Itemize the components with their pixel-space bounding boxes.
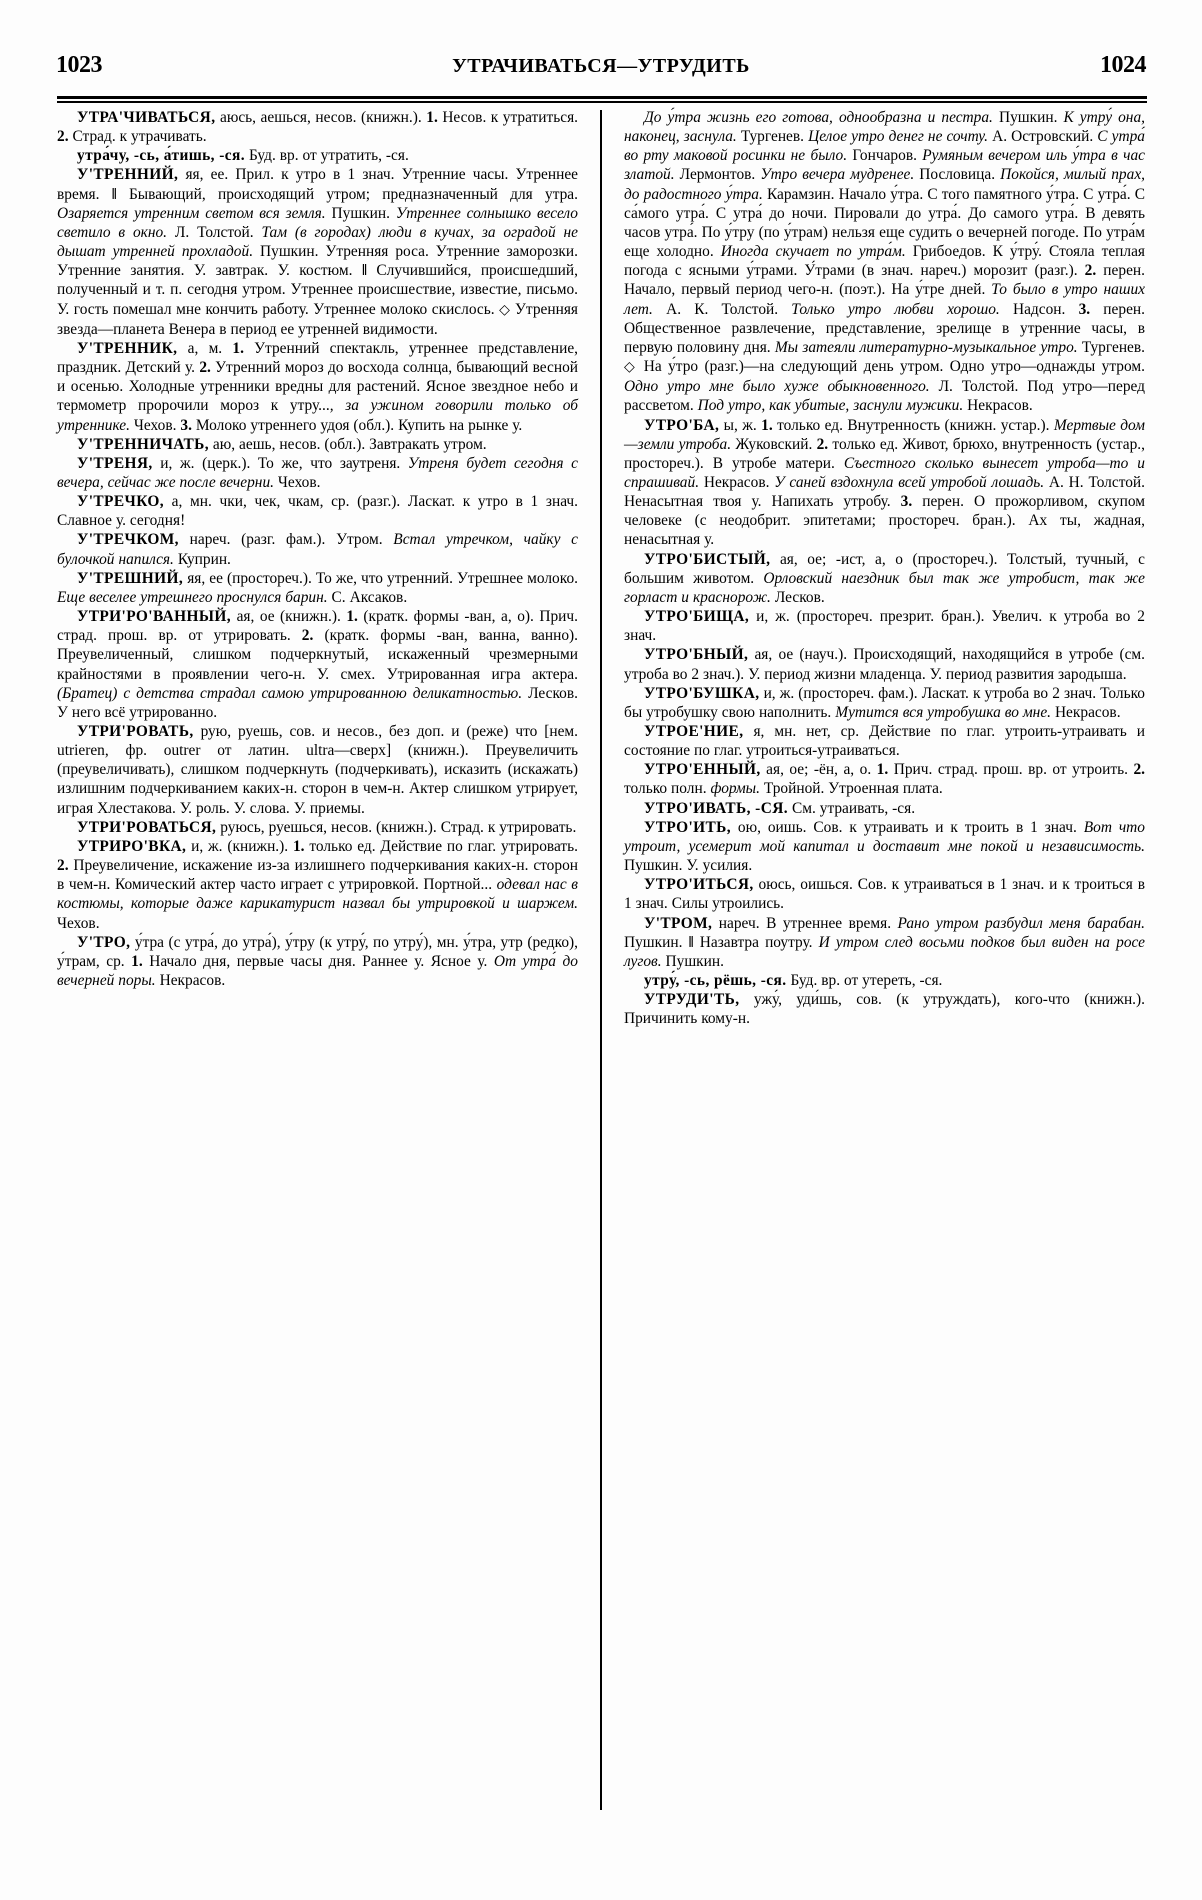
entry-body: ою, оишь. Сов. к утраивать и к троить в 1 знач. Вот что утроит, усемерит мой капитал и доставит мне покой и независимость. Пушкин. У. усилия. [624,818,1145,875]
entry-body: ая, ое; -ист, а, о (простореч.). Толстый, тучный, с большим животом. Орловский наездник был так же утробист, так же горласт и краснорож. Лесков. [624,550,1145,606]
column-right [612,108,1145,1838]
dictionary-entry [624,971,1145,990]
entry-headword: УТРО'БА, [644,416,720,434]
dictionary-entry [57,435,578,454]
running-head [56,52,1146,86]
entry-body: яя, ее (простореч.). То же, что утренний. Утрешнее молоко. Еще веселее утрешнего проснулся барин. С. Аксаков. [57,569,578,606]
entry-headword: УТРИ'РО'ВАННЫЙ, [77,608,232,626]
running-title: УТРАЧИВАТЬСЯ—УТРУДИТЬ [452,55,750,77]
entry-body: и, ж. (книжн.). 1. только ед. Действие по глаг. утрировать. 2. Преувеличение, искажение из-за излишнего подчеркивания каких-н. сторон в чем-н. Комический актер часто играет с утрировкой. Портной... одевал нас в костюмы, которые даже карикатурист назвал бы утрировкой и шаржем. Чехов. [57,837,578,932]
dictionary-entry [624,760,1145,798]
entry-headword: У'ТРЕННИЧАТЬ, [77,435,209,453]
dictionary-entry [624,818,1145,875]
dictionary-entry [624,550,1145,607]
entry-headword: У'ТРЕШНИЙ, [77,569,184,587]
column-left [57,108,590,1838]
entry-body: нареч. (разг. фам.). Утром. Встал утречком, чайку с булочкой напился. Куприн. [57,531,578,568]
dictionary-entry [57,607,578,722]
dictionary-entry [57,108,578,146]
dictionary-entry [624,645,1145,683]
folio-right: 1024 [1100,52,1146,78]
entry-headword: УТРИ'РОВАТЬ, [77,723,194,740]
dictionary-entry [624,914,1145,971]
entry-headword: У'ТРО, [77,933,131,951]
entry-headword: УТРО'ЕННЫЙ, [644,761,761,779]
dictionary-entry [57,530,578,568]
entry-headword: утру́, -сь, рёшь, -ся. [644,972,787,990]
dictionary-entry [57,454,578,492]
dictionary-entry [624,416,1145,550]
entry-body: ая, ое (книжн.). 1. (кратк. формы -ван, а, о). Прич. страд. прош. вр. от утрировать. 2. (кратк. формы -ван, ванна, ванно). Преувеличенный, слишком подчеркнутый, искаженный чрезмерными крайностями в проявлении чего-н. У. смех. Утрированная игра актера. (Братец) с детства страдал самою утрированною деликатностью. Лесков. У него всё утрированно. [57,608,579,721]
entry-headword: УТРИ'РОВАТЬСЯ, [77,818,217,836]
entry-headword: У'ТРЕННИЙ, [77,166,179,184]
dictionary-entry [624,684,1145,722]
dictionary-entry [57,837,578,933]
entry-body: См. утраивать, -ся. [791,799,916,817]
dictionary-entry [57,339,578,435]
entry-body: Буд. вр. от утратить, -ся. [248,147,409,165]
entry-body: а, мн. чки, чек, чкам, ср. (разг.). Ласкат. к утро в 1 знач. Славное у. сегодня! [57,493,578,530]
entry-headword: утра́чу, -сь, а́тишь, -ся. [77,147,245,165]
entry-headword: УТРО'БУШКА, [644,684,760,702]
entry-body: и, ж. (простореч. презрит. бран.). Увелич. к утроба во 2 знач. [624,608,1145,645]
dictionary-entry [624,990,1145,1028]
dictionary-entry [624,607,1145,645]
entry-body: ужу́, уди́шь, сов. (к утруждать), кого-что (книжн.). Причинить кому-н. [624,991,1145,1028]
dictionary-entry [57,818,578,837]
entry-headword: У'ТРЕЧКО, [77,493,164,511]
entry-headword: УТРА'ЧИВАТЬСЯ, [77,109,216,126]
entry-body: Буд. вр. от утереть, -ся. [790,972,943,990]
entry-headword: УТРО'БИЩА, [644,608,750,626]
dictionary-entry [57,569,578,607]
entry-body: и, ж. (простореч. фам.). Ласкат. к утроба во 2 знач. Только бы утробушку свою наполнить. Мутится вся утробушка во мне. Некрасов. [624,684,1145,721]
entry-headword: УТРО'БНЫЙ, [644,646,749,664]
dictionary-entry [57,933,578,990]
entry-body: руюсь, руешься, несов. (книжн.). Страд. к утрировать. [220,818,577,836]
entry-headword: У'ТРЕНЯ, [77,454,153,472]
dictionary-entry [624,875,1145,913]
entry-body: и, ж. (церк.). То же, что заутреня. Утреня будет сегодня с вечера, сейчас же после вечерни. Чехов. [57,454,579,491]
dictionary-entry [57,722,578,818]
entry-body: нареч. В утреннее время. Рано утром разбудил меня барабан. Пушкин. ‖ Назавтра поутру. И утром след восьми подков был виден на росе лугов. Пушкин. [624,914,1146,970]
entry-body: До у́тра жизнь его готова, однообразна и пестра. Пушкин. К утру́ она, наконец, заснула. Тургенев. Целое утро денег не сочту. А. Островский. С утра́ во рту маковой росинки не было. Гончаров. Румяным вечером иль у́тра в час златой. Лермонтов. Утро вечера мудренее. Пословица. Покойся, милый прах, до радостного у́тра. Карамзин. Начало у́тра. С того памятного у́тра. С утра́. С са́мого утра́. С утра́ до ночи. Пировали до утра́. До самого утра́. В девять часов утра́. По у́тру (по у́трам) нельзя еще судить о вечерней погоде. По утра́м еще холодно. Иногда скучает по утра́м. Грибоедов. К у́тру́. Стояла теплая погода с ясными у́трами. У́трами (в знач. нареч.) морозит (разг.). 2. перен. Начало, первый период чего-н. (поэт.). На у́тре дней. То было в утро наших лет. А. К. Толстой. Только утро любви хорошо. Надсон. 3. перен. Общественное развлечение, представление, зрелище в утренние часы, в первую половину дня. Мы затеяли литературно-музыкальное утро. Тургенев. ◇ На у́тро (разг.)—на следующий день утром. Одно утро—однажды утром. Одно утро мне было хуже обыкновенного. Л. Толстой. Под утро—перед рассветом. Под утро, как убитые, заснули мужики. Некрасов. [624,109,1146,415]
entry-body: аю, аешь, несов. (обл.). Завтракать утром. [212,435,487,453]
dictionary-entry [57,146,578,165]
entry-headword: У'ТРОМ, [644,914,713,932]
column-divider [600,110,602,1810]
dictionary-entry [624,799,1145,818]
dictionary-entry [57,492,578,530]
entry-headword: У'ТРЕЧКОМ, [77,531,179,549]
entry-body: ая, ое (науч.). Происходящий, находящийся в утробе (см. утроба во 2 знач.). У. период жизни младенца. У. период развития зародыша. [624,646,1145,683]
entry-body: ая, ое; -ён, а, о. 1. Прич. страд. прош. вр. от утроить. 2. только полн. формы. Тройной. Утроенная плата. [624,761,1146,798]
dictionary-entry [624,108,1145,416]
rule-thin [57,101,1147,103]
entry-body: ы, ж. 1. только ед. Внутренность (книжн. устар.). Мертвые дом—земли утроба. Жуковский. 2. только ед. Живот, брюхо, внутренность (устар., простореч.). В утробе матери. Съестного сколько вынесет утроба—то и спрашивай. Некрасов. У саней вздохнула всей утробой лошадь. А. Н. Толстой. Ненасытная твоя у. Напихать утробу. 3. перен. О прожорливом, скупом человеке (с неодобрит. эпитетами; простореч. бран.). Ах ты, жадная, ненасытная у. [624,416,1146,549]
header-rule [57,96,1147,103]
entry-body: аюсь, аешься, несов. (книжн.). 1. Несов. к утратиться. 2. Страд. к утрачивать. [57,109,579,146]
entry-body: рую, руешь, сов. и несов., без доп. и (реже) что [нем. utrieren, фр. outrer от латин. ultra—сверх] (книжн.). Преувеличить (преувеличивать), слишком подчеркнуть (подчеркивать), исказить (искажать) излишним подчеркиванием каких-н. сторон в чем-н. Актер слишком утрирует, играя Хлестакова. У. роль. У. слова. У. приемы. [57,723,578,817]
entry-body: а, м. 1. Утренний спектакль, утреннее представление, праздник. Детский у. 2. Утренний мороз до восхода солнца, бывающий весной и осенью. Холодные утренники вредны для растений. Ясное звездное небо и термометр пророчили мороз к утру..., за ужином говорили только об утреннике. Чехов. 3. Молоко утреннего удоя (обл.). Купить на рынке у. [57,339,579,434]
folio-left: 1023 [56,52,102,78]
entry-body: яя, ее. Прил. к утро в 1 знач. Утренние часы. Утреннее время. ‖ Бывающий, происходящий утром; предназначенный для утра. Озаряется утренним светом вся земля. Пушкин. Утреннее солнышко весело светило в окно. Л. Толстой. Там (в городах) люди в кучах, за оградой не дышат утренней прохладой. Пушкин. Утренняя роса. Утренние заморозки. Утренние занятия. У. завтрак. У. костюм. ‖ Случившийся, происшедший, полученный и т. п. сегодня утром. Утреннее происшествие, известие, письмо. У. гость помешал мне кончить работу. Утреннее молоко скислось. ◇ Утренняя звезда—планета Венера в период ее утренней видимости. [57,166,578,338]
entry-body: у́тра (с утра́, до утра́), у́тру (к утру́, по утру́), мн. у́тра, утр (редко), у́трам, ср. 1. Начало дня, первые часы дня. Раннее у. Ясное у. От утра́ до вечерней поры. Некрасов. [57,933,579,990]
entry-headword: УТРУДИ'ТЬ, [644,991,740,1009]
entry-headword: УТРО'ИТЬ, [644,818,731,836]
entry-body: оюсь, оишься. Сов. к утраиваться в 1 знач. и к троиться в 1 знач. Силы утроились. [624,876,1145,913]
entry-headword: УТРОЕ'НИЕ, [644,723,744,740]
page-body [57,108,1147,1838]
dictionary-entry [624,722,1145,760]
entry-body: я, мн. нет, ср. Действие по глаг. утроить-утраивать и состояние по глаг. утроиться-утраиваться. [624,723,1146,760]
entry-headword: УТРИРО'ВКА, [77,837,187,855]
entry-headword: УТРО'ИТЬСЯ, [644,876,754,894]
entry-headword: У'ТРЕННИК, [77,339,178,357]
dictionary-entry [57,165,578,338]
entry-headword: УТРО'БИСТЫЙ, [644,550,771,568]
entry-headword: УТРО'ИВАТЬ, -СЯ. [644,799,788,817]
